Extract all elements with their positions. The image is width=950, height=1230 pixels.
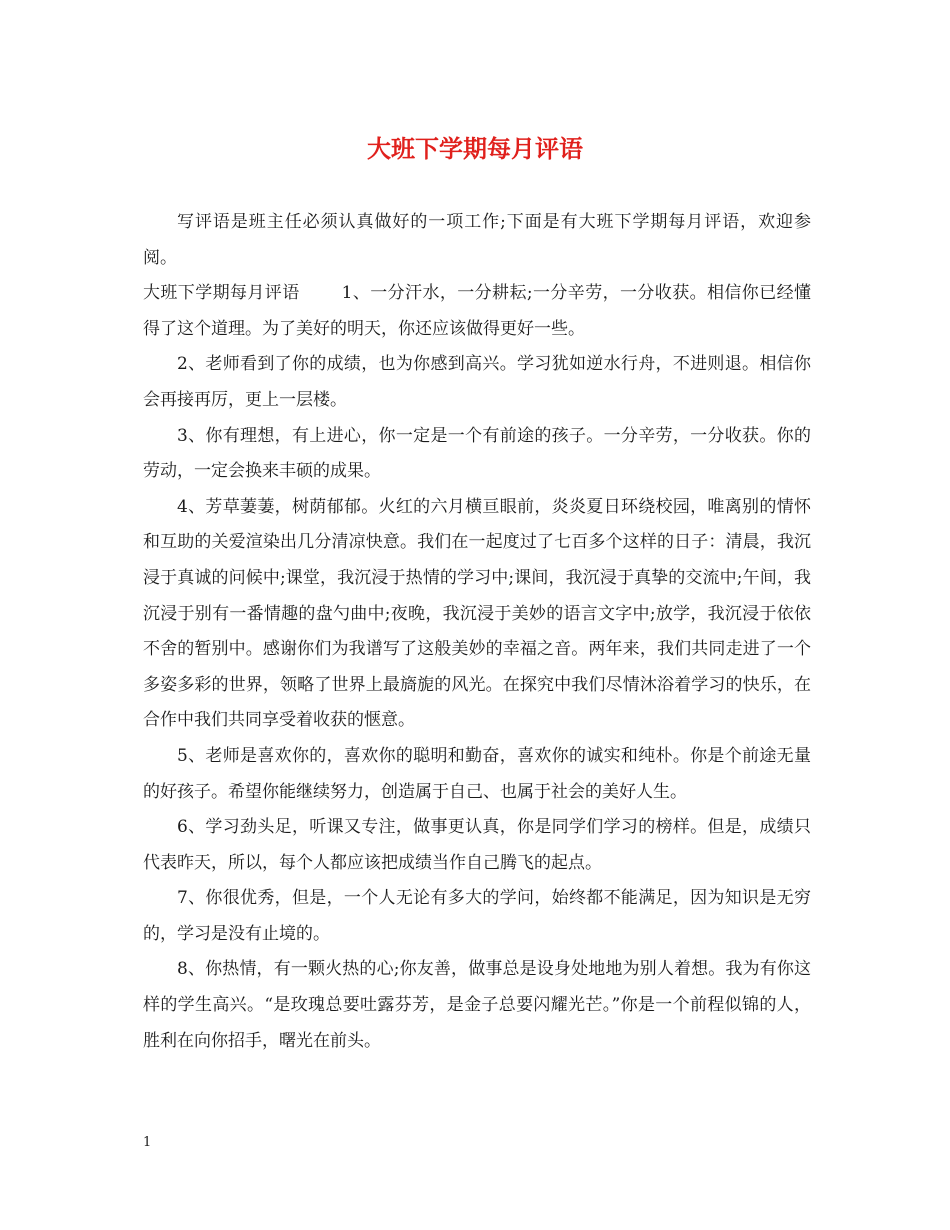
item-text: 1、一分汗水，一分耕耘;一分辛劳，一分收获。相信你已经懂得了这个道理。为了美好的明天，你还应该做得更好一些。 xyxy=(143,283,812,339)
document-body xyxy=(143,205,811,1059)
item-paragraph: 7、你很优秀，但是，一个人无论有多大的学问，始终都不能满足，因为知识是无穷的，学习是没有止境的。 xyxy=(143,888,811,944)
section-label: 大班下学期每月评语 xyxy=(143,283,300,304)
intro-paragraph: 写评语是班主任必须认真做好的一项工作;下面是有大班下学期每月评语，欢迎参阅。 xyxy=(143,212,811,268)
item-paragraph: 3、你有理想，有上进心，你一定是一个有前途的孩子。一分辛劳，一分收获。你的劳动，一定会换来丰硕的成果。 xyxy=(143,425,811,482)
page-number: 1 xyxy=(143,1135,152,1150)
item-paragraph: 8、你热情，有一颗火热的心;你友善，做事总是设身处地地为别人着想。我为有你这样的学生高兴。“是玫瑰总要吐露芬芳，是金子总要闪耀光芒。”你是一个前程似锦的人，胜利在向你招手，曙光在前头。 xyxy=(143,959,811,1051)
first-item-paragraph xyxy=(143,276,811,347)
item-paragraph: 4、芳草萋萋，树荫郁郁。火红的六月横亘眼前，炎炎夏日环绕校园，唯离别的情怀和互助的关爱渲染出几分清凉快意。我们在一起度过了七百多个这样的日子：清晨，我沉浸于真诚的问候中;课堂，我沉浸于热情的学习中;课间，我沉浸于真挚的交流中;午间，我沉浸于别有一番情趣的盘勺曲中;夜晚，我沉浸于美妙的语言文字中;放学，我沉浸于依依不舍的暂别中。感谢你们为我谱写了这般美妙的幸福之音。两年来，我们共同走进了一个多姿多彩的世界，领略了世界上最旖旎的风光。在探究中我们尽情沐浴着学习的快乐，在合作中我们共同享受着收获的惬意。 xyxy=(143,496,811,731)
item-paragraph: 5、老师是喜欢你的，喜欢你的聪明和勤奋，喜欢你的诚实和纯朴。你是个前途无量的好孩子。希望你能继续努力，创造属于自己、也属于社会的美好人生。 xyxy=(143,745,811,802)
item-paragraph: 6、学习劲头足，听课又专注，做事更认真，你是同学们学习的榜样。但是，成绩只代表昨天，所以，每个人都应该把成绩当作自己腾飞的起点。 xyxy=(143,817,811,873)
item-paragraph: 2、老师看到了你的成绩，也为你感到高兴。学习犹如逆水行舟，不进则退。相信你会再接再厉，更上一层楼。 xyxy=(143,354,811,410)
document-title: 大班下学期每月评语 xyxy=(367,135,583,163)
